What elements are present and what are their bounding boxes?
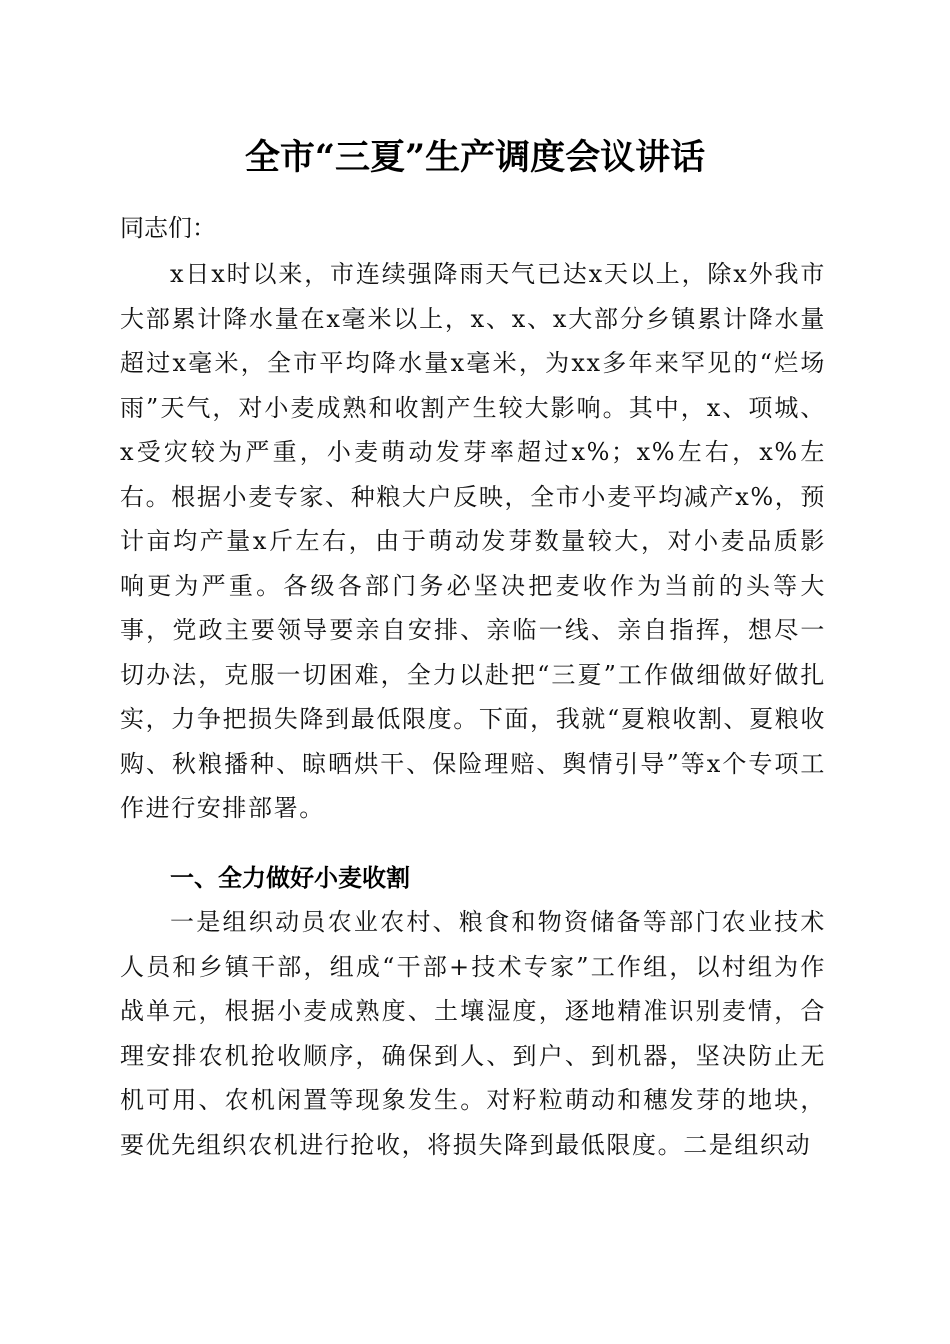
- salutation: 同志们：: [120, 214, 216, 242]
- section-heading-1: 一、全力做好小麦收割: [170, 864, 410, 892]
- paragraph-intro: x日x时以来，市连续强降雨天气已达x天以上，除x外我市大部累计降水量在x毫米以上，x、x、x大部分乡镇累计降水量超过x毫米，全市平均降水量x毫米，为xx多年来罕见的“烂场雨”天气，对小麦成熟和收割产生较大影响。其中，x、项城、x受灾较为严重，小麦萌动发芽率超过x%；x%左右，x%左右。根据小麦专家、种粮大户反映，全市小麦平均减产x%，预计亩均产量x斤左右，由于萌动发芽数量较大，对小麦品质影响更为严重。各级各部门务必坚决把麦收作为当前的头等大事，党政主要领导要亲自安排、亲临一线、亲自指挥，想尽一切办法，克服一切困难，全力以赴把“三夏”工作做细做好做扎实，力争把损失降到最低限度。下面，我就“夏粮收割、夏粮收购、秋粮播种、晾晒烘干、保险理赔、舆情引导”等x个专项工作进行安排部署。: [120, 260, 826, 822]
- paragraph-harvest: 一是组织动员农业农村、粮食和物资储备等部门农业技术人员和乡镇干部，组成“干部+技术专家”工作组，以村组为作战单元，根据小麦成熟度、土壤湿度，逐地精准识别麦情，合理安排农机抢收顺序，确保到人、到户、到机器，坚决防止无机可用、农机闲置等现象发生。对籽粒萌动和穗发芽的地块，要优先组织农机进行抢收，将损失降到最低限度。二是组织动: [120, 908, 826, 1159]
- document-title: 全市“三夏”生产调度会议讲话: [244, 137, 706, 178]
